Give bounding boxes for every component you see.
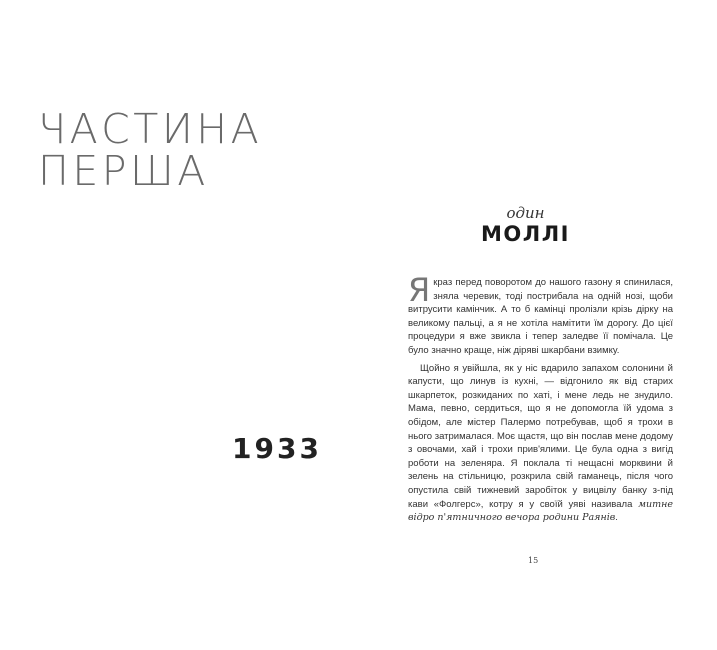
part-title (38, 105, 263, 195)
paragraph-1-text: краз перед поворотом до нашого газону я спинилася, зняла черевик, тоді пострибала на одній нозі, щоби витрусити камінчик. А то б камінці пролізли крізь дірку на великому пальці, а я не хотіла намітити їм дорогу. До цієї процедури я вже звикла і тепер заледве її помічала. Це було значно краще, ніж діряві шкарбани взимку. (408, 277, 673, 356)
drop-cap: Я (408, 271, 431, 309)
paragraph-1 (408, 271, 673, 358)
part-title-line2: ПЕРША (38, 147, 209, 195)
chapter-number: один (506, 204, 545, 222)
left-page (0, 0, 358, 650)
paragraph-2-end: . (615, 512, 618, 524)
page-number: 15 (528, 556, 539, 565)
paragraph-2-text: Щойно я увійшла, як у ніс вдарило запахом солонини й капусти, що линув із кухні, — відгонило як від старих шкарпеток, розкиданих по хаті, і мене ледь не знудило. Мама, певно, сердиться, що я не допомогла їй удома з обідом, але містер Палермо потребував, щоб я трохи в нього затрималася. Моє щастя, що він послав мене додому з овочами, хай і трохи прив'ялими. Це була одна з вигід роботи на зеленяра. Я поклала ті нещасні морквини й зелень на стільницю, розкрила свій гаманець, після чого опустила свій тижневий заробіток у вицвілу банку з-під кави «Фолгерс», котру я у своїй уяві називала (408, 362, 673, 510)
year-heading: 1933 (232, 432, 322, 465)
chapter-title: МОЛЛІ (481, 222, 570, 246)
right-page (358, 0, 717, 650)
part-title-line1: ЧАСТИНА (38, 105, 263, 153)
paragraph-2 (408, 362, 673, 525)
chapter-body (408, 271, 673, 525)
paragraph-2-italic: митне відро п'ятничного вечора родини Раянів (408, 498, 673, 524)
